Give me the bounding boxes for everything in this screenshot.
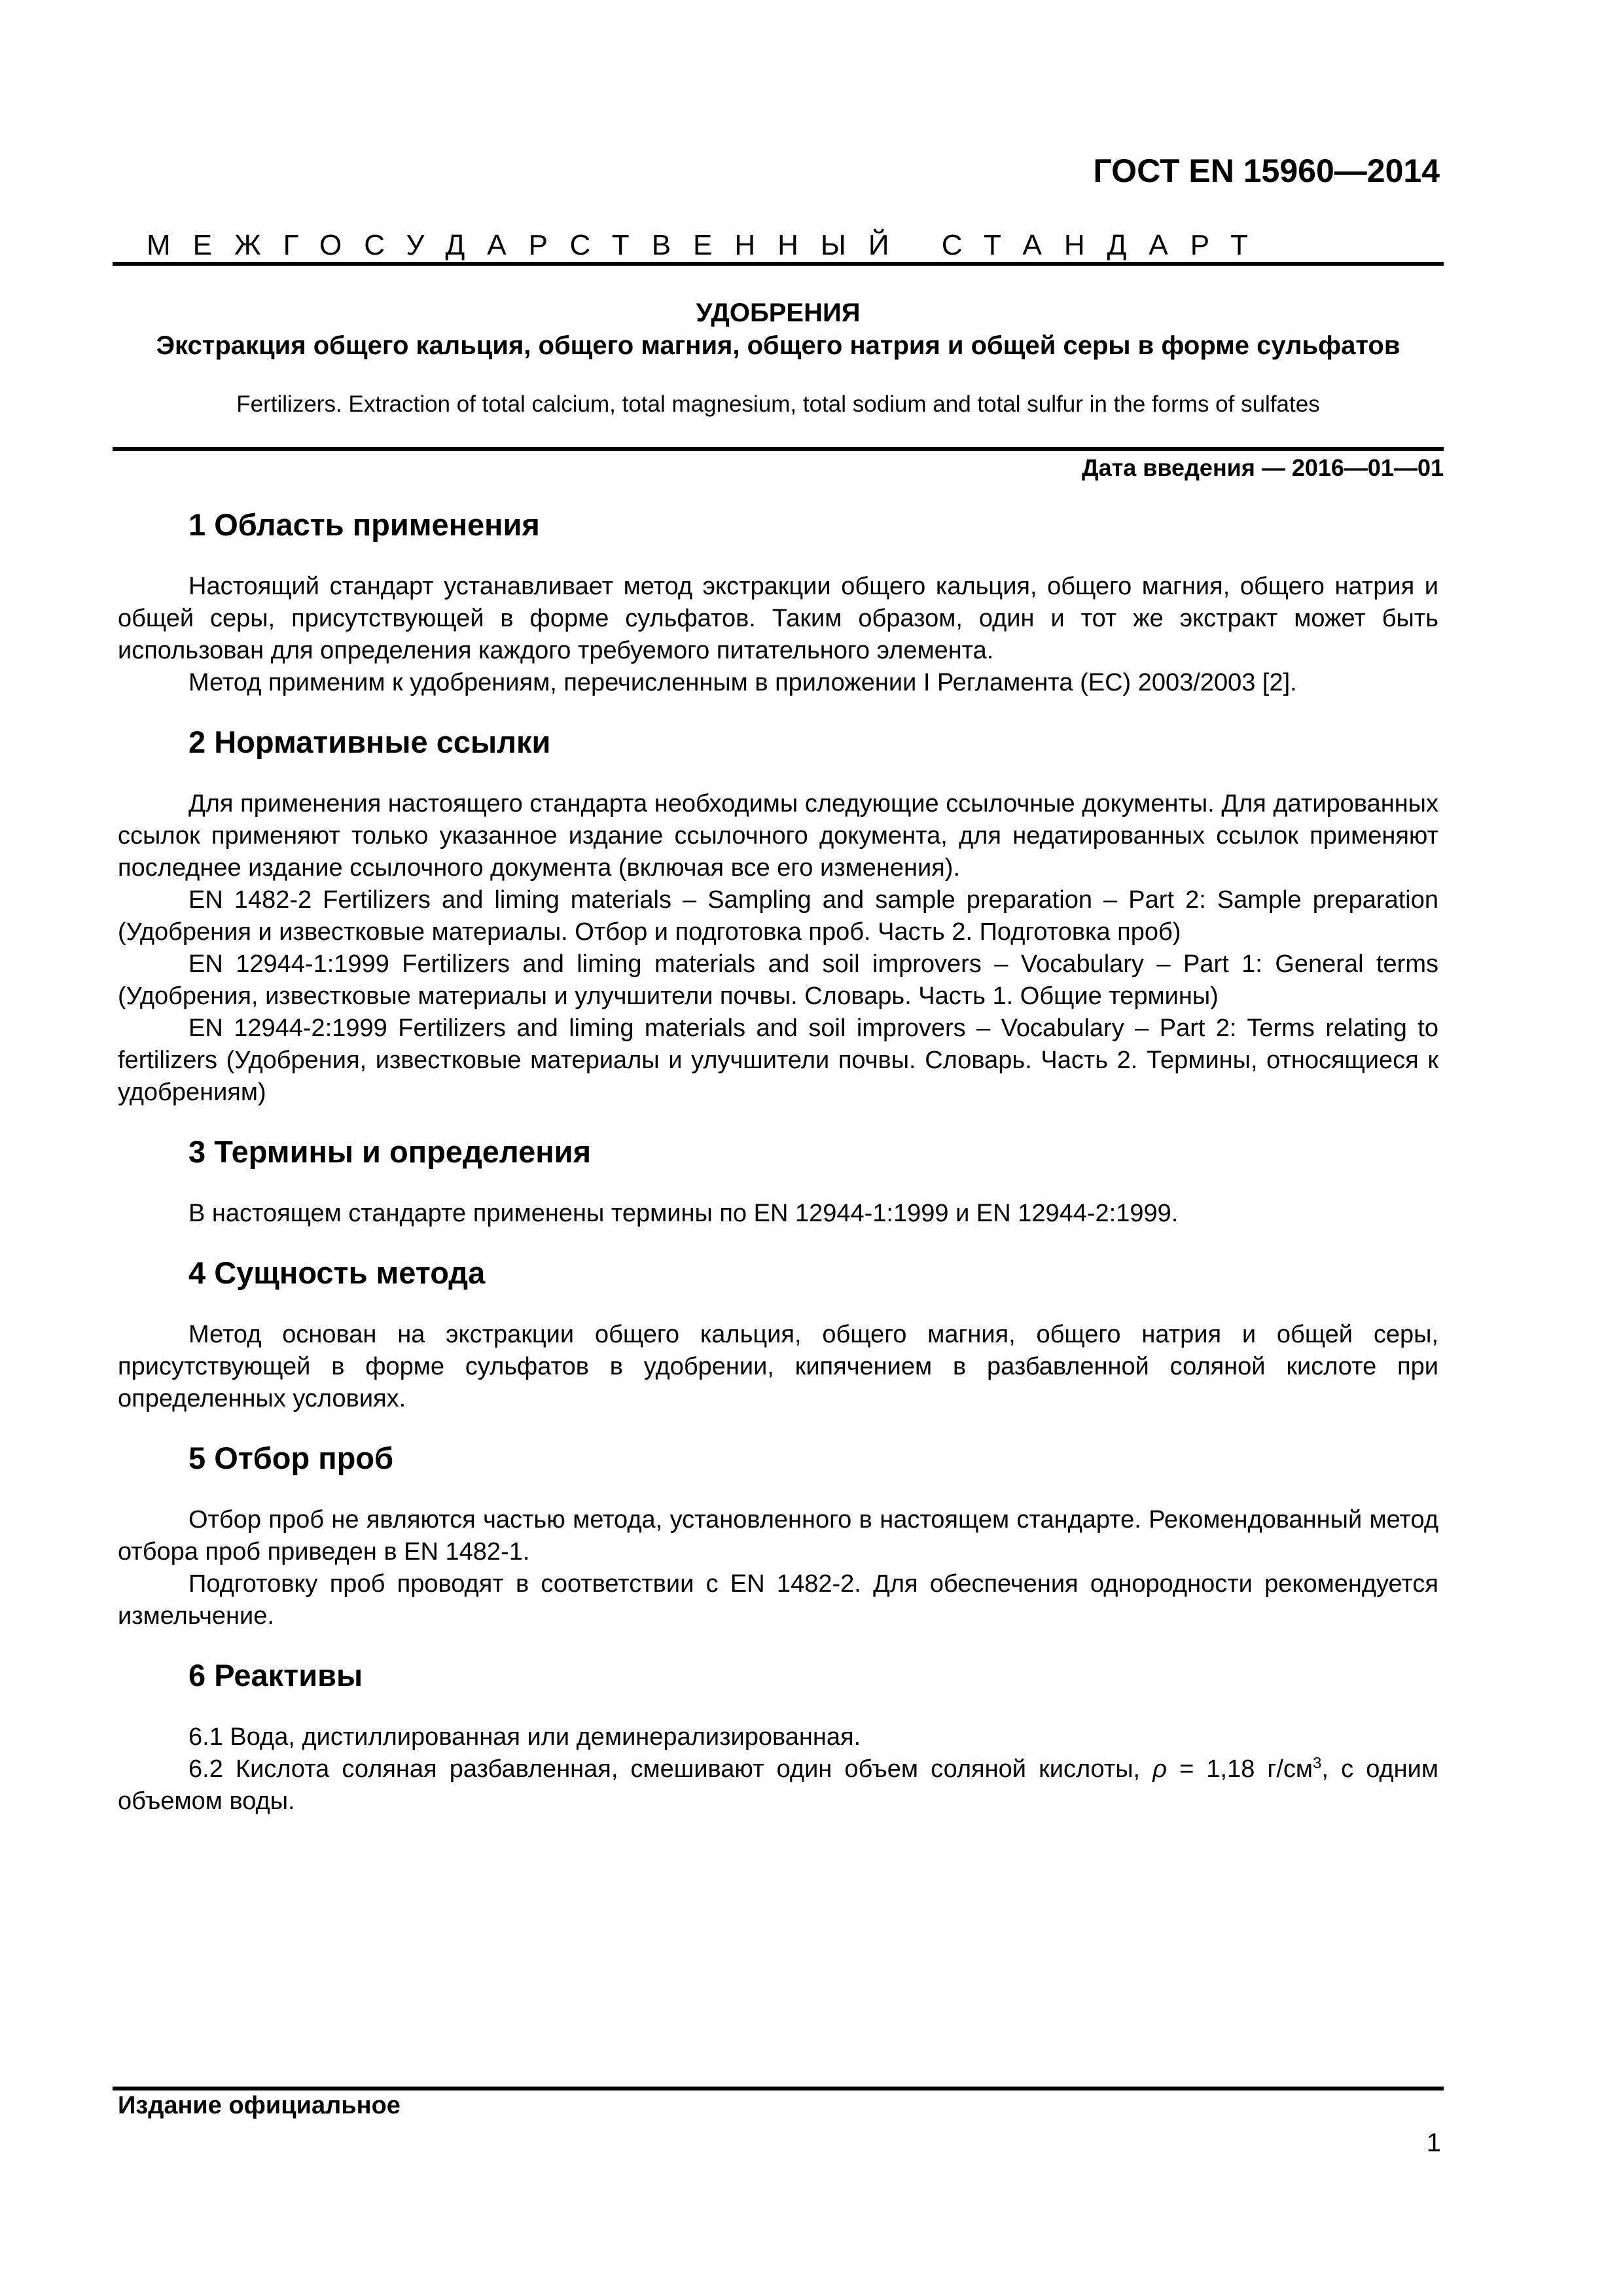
document-body bbox=[118, 504, 1438, 1840]
paragraph: Отбор проб не являются частью метода, установленного в настоящем стандарте. Рекомендованный метод отбора проб приведен в EN 1482-1. bbox=[118, 1506, 1438, 1566]
section-heading: 6 Реактивы bbox=[188, 1658, 363, 1693]
section-heading: 5 Отбор проб bbox=[188, 1441, 394, 1475]
section-normative-references bbox=[118, 721, 1438, 1109]
document-title-english: Fertilizers. Extraction of total calcium, total magnesium, total sodium and total sulfur in the forms of sulfates bbox=[236, 391, 1320, 417]
paragraph: Метод основан на экстракции общего кальция, общего магния, общего натрия и общей серы, присутствующей в форме сульфатов в удобрении, кипячением в разбавленной соляной кислоте при определенных условиях. bbox=[118, 1321, 1438, 1412]
reference-entry: EN 1482-2 Fertilizers and liming materials – Sampling and sample preparation – Part 2: Sample preparation (Удобрения и известковые материалы. Отбор и подготовка проб. Часть 2. Подготовка проб) bbox=[118, 886, 1438, 946]
section-heading: 2 Нормативные ссылки bbox=[188, 725, 551, 759]
header-divider bbox=[113, 262, 1444, 266]
title-divider bbox=[113, 447, 1444, 451]
section-heading: 1 Область применения bbox=[188, 507, 540, 542]
section-method-principle bbox=[118, 1252, 1438, 1415]
page-number: 1 bbox=[1426, 2128, 1441, 2157]
document-subtitle: Экстракция общего кальция, общего магния, общего натрия и общей серы в форме сульфатов bbox=[156, 331, 1400, 360]
footer-divider bbox=[113, 2087, 1444, 2090]
official-edition-label: Издание официальное bbox=[118, 2092, 401, 2119]
section-scope bbox=[118, 504, 1438, 699]
density-value: = 1,18 г/см bbox=[1167, 1755, 1313, 1783]
section-reagents bbox=[118, 1655, 1438, 1818]
paragraph: Подготовку проб проводят в соответствии с EN 1482-2. Для обеспечения однородности рекомендуется измельчение. bbox=[118, 1570, 1438, 1630]
paragraph: Для применения настоящего стандарта необходимы следующие ссылочные документы. Для датированных ссылок применяют только указанное издание ссылочного документа, для недатированных ссылок применяют последнее издание ссылочного документа (включая все его изменения). bbox=[118, 790, 1438, 882]
section-heading: 3 Термины и определения bbox=[188, 1134, 591, 1169]
paragraph: Настоящий стандарт устанавливает метод экстракции общего кальция, общего магния, общего натрия и общей серы, присутствующей в форме сульфатов. Таким образом, один и тот же экстракт может быть использован для определения каждого требуемого питательного элемента. bbox=[118, 573, 1438, 664]
standard-type: МЕЖГОСУДАРСТВЕННЫЙ СТАНДАРТ bbox=[147, 229, 1270, 261]
paragraph: Метод применим к удобрениям, перечисленным в приложении I Регламента (ЕС) 2003/2003 [2]. bbox=[188, 669, 1297, 696]
section-sampling bbox=[118, 1437, 1438, 1632]
unit-exponent: 3 bbox=[1313, 1754, 1322, 1772]
reference-entry: EN 12944-1:1999 Fertilizers and liming materials and soil improvers – Vocabulary – Part 1: General terms (Удобрения, известковые материалы и улучшители почвы. Словарь. Часть 1. Общие термины) bbox=[118, 950, 1438, 1010]
standard-code: ГОСТ EN 15960—2014 bbox=[1093, 152, 1440, 189]
density-symbol: ρ bbox=[1152, 1755, 1167, 1783]
reagent-item: 6.1 Вода, дистиллированная или деминерализированная. bbox=[188, 1723, 861, 1751]
paragraph: В настоящем стандарте применены термины по EN 12944-1:1999 и EN 12944-2:1999. bbox=[188, 1200, 1179, 1227]
reagent-text-end: , с одним объемом воды. bbox=[118, 1755, 1438, 1815]
document-title: УДОБРЕНИЯ bbox=[696, 298, 861, 327]
reagent-item-hcl bbox=[118, 1753, 1438, 1818]
reference-entry: EN 12944-2:1999 Fertilizers and liming materials and soil improvers – Vocabulary – Part 2: Terms relating to fertilizers (Удобрения, известковые материалы и улучшители почвы. Словарь. Часть 2. Термины, относящиеся к удобрениям) bbox=[118, 1014, 1438, 1106]
reagent-text: 6.2 Кислота соляная разбавленная, смешивают один объем соляной кислоты, bbox=[188, 1755, 1153, 1783]
effective-date: Дата введения — 2016—01—01 bbox=[1081, 454, 1444, 481]
section-terms bbox=[118, 1131, 1438, 1230]
section-heading: 4 Сущность метода bbox=[188, 1255, 486, 1290]
